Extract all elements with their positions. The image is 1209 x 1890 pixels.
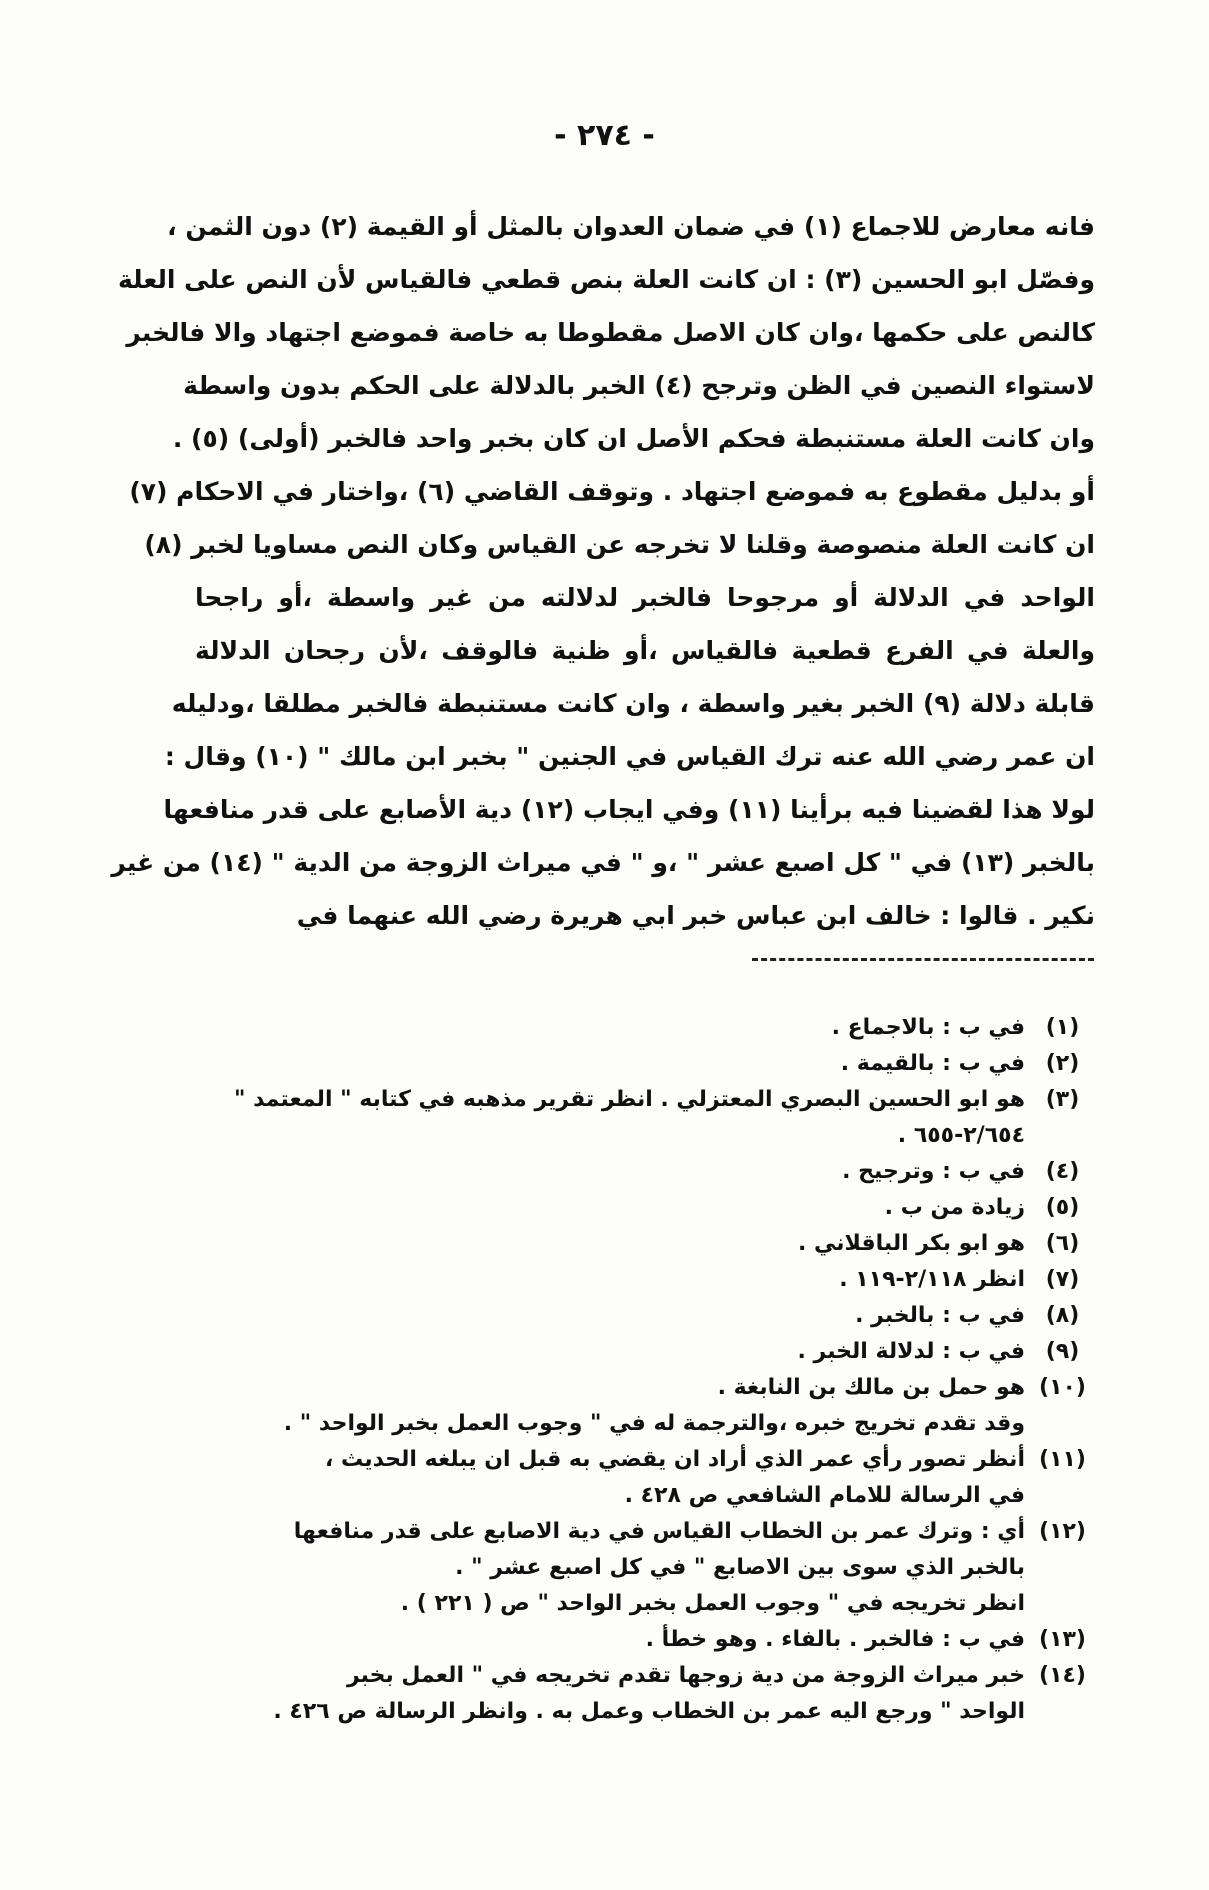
- footnote-line: الواحد " ورجع اليه عمر بن الخطاب وعمل به . وانظر الرسالة ص ٤٢٦ .: [273, 1699, 1025, 1724]
- body-line: فانه معارض للاجماع (١) في ضمان العدوان بالمثل أو القيمة (٢) دون الثمن ،: [167, 212, 1095, 241]
- footnote-text: [180, 1190, 1025, 1226]
- footnote: [180, 1298, 1100, 1334]
- footnote-line: في ب : وترجيح .: [842, 1159, 1025, 1184]
- footnote: [180, 1658, 1100, 1730]
- body-line: ان كانت العلة منصوصة وقلنا لا تخرجه عن القياس وكان النص مساويا لخبر (٨): [144, 530, 1095, 559]
- footnote: [180, 1082, 1100, 1154]
- footnote-text: [180, 1334, 1025, 1370]
- footnote-text: [180, 1514, 1025, 1622]
- footnote-number: (٣): [1045, 1087, 1080, 1112]
- footnote: [180, 1262, 1100, 1298]
- footnote: [180, 1442, 1100, 1514]
- body-line: وان كانت العلة مستنبطة فحكم الأصل ان كان بخبر واحد فالخبر (أولى) (٥) .: [172, 424, 1095, 453]
- body-line: كالنص على حكمها ،وان كان الاصل مقطوطا به خاصة فموضع اجتهاد والا فالخبر: [126, 318, 1095, 347]
- footnote-number: (١٢): [1039, 1519, 1086, 1544]
- footnote-line: في الرسالة للامام الشافعي ص ٤٢٨ .: [624, 1483, 1025, 1508]
- footnote-line: بالخبر الذي سوى بين الاصابع " في كل اصبع عشر " .: [455, 1555, 1025, 1580]
- footnote: [180, 1046, 1100, 1082]
- footnote-line: أي : وترك عمر بن الخطاب القياس في دية الاصابع على قدر منافعها: [293, 1519, 1025, 1544]
- footnote-number: (٨): [1045, 1303, 1080, 1328]
- body-line: ان عمر رضي الله عنه ترك القياس في الجنين " بخبر ابن مالك " (١٠) وقال :: [164, 742, 1095, 771]
- footnote-text: [180, 1082, 1025, 1154]
- footnote-text: [180, 1262, 1025, 1298]
- footnote-text: [180, 1622, 1025, 1658]
- body-line: لولا هذا لقضينا فيه برأينا (١١) وفي ايجاب (١٢) دية الأصابع على قدر منافعها: [163, 795, 1095, 824]
- footnote: [180, 1334, 1100, 1370]
- footnote-line: في ب : لدلالة الخبر .: [797, 1339, 1025, 1364]
- body-line: نكير . قالوا : خالف ابن عباس خبر ابي هريرة رضي الله عنهما في: [296, 901, 1095, 930]
- footnote-line: خبر ميراث الزوجة من دية زوجها تقدم تخريجه في " العمل بخبر: [346, 1663, 1025, 1688]
- footnote-number: (٥): [1045, 1195, 1080, 1220]
- footnote-number: (٧): [1045, 1267, 1080, 1292]
- footnote-line: هو ابو بكر الباقلاني .: [797, 1231, 1025, 1256]
- footnote-number: (١): [1045, 1015, 1080, 1040]
- footnote-line: في ب : فالخبر . بالفاء . وهو خطأ .: [645, 1627, 1025, 1652]
- footnote: [180, 1010, 1100, 1046]
- footnote: [180, 1622, 1100, 1658]
- page-number: - ٢٧٤ -: [554, 118, 655, 153]
- footnote-number: (٩): [1045, 1339, 1080, 1364]
- footnote-line: هو حمل بن مالك بن النابغة .: [717, 1375, 1025, 1400]
- footnote-number: (١٣): [1039, 1627, 1086, 1652]
- footnote-number: (١١): [1039, 1447, 1086, 1472]
- body-line: الواحد في الدلالة أو مرجوحا فالخبر لدلالته من غير واسطة ،أو راجحا: [195, 583, 1095, 612]
- footnote-text: [180, 1046, 1025, 1082]
- footnote-line: وقد تقدم تخريج خبره ،والترجمة له في " وجوب العمل بخبر الواحد " .: [283, 1411, 1025, 1436]
- body-line: أو بدليل مقطوع به فموضع اجتهاد . وتوقف القاضي (٦) ،واختار في الاحكام (٧): [129, 477, 1095, 506]
- footnote: [180, 1190, 1100, 1226]
- footnotes: [180, 1010, 1100, 1730]
- footnote: [180, 1370, 1100, 1442]
- body-line: لاستواء النصين في الظن وترجح (٤) الخبر بالدلالة على الحكم بدون واسطة: [183, 371, 1095, 400]
- footnote-text: [180, 1154, 1025, 1190]
- footnote-line: هو ابو الحسين البصري المعتزلي . انظر تقرير مذهبه في كتابه " المعتمد ": [233, 1087, 1025, 1112]
- footnote-number: (٤): [1045, 1159, 1080, 1184]
- footnote-separator: [752, 958, 1094, 961]
- footnote-line: ٢/٦٥٤-٦٥٥ .: [897, 1123, 1025, 1148]
- body-line: بالخبر (١٣) في " كل اصبع عشر " ،و " في ميراث الزوجة من الدية " (١٤) من غير: [111, 848, 1095, 877]
- footnote-line: زيادة من ب .: [884, 1195, 1025, 1220]
- footnote-number: (٢): [1045, 1051, 1080, 1076]
- footnote-text: [180, 1370, 1025, 1442]
- footnote-text: [180, 1010, 1025, 1046]
- body-line: وفصّل ابو الحسين (٣) : ان كانت العلة بنص قطعي فالقياس لأن النص على العلة: [118, 265, 1095, 294]
- footnote-line: في ب : بالخبر .: [855, 1303, 1025, 1328]
- footnote-line: انظر تخريجه في " وجوب العمل بخبر الواحد " ص ( ٢٢١ ) .: [400, 1591, 1025, 1616]
- footnote-number: (٦): [1045, 1231, 1080, 1256]
- footnote-line: في ب : بالاجماع .: [831, 1015, 1025, 1040]
- footnote-line: أنظر تصور رأي عمر الذي أراد ان يقضي به قبل ان يبلغه الحديث ،: [325, 1447, 1025, 1472]
- footnote-line: انظر ٢/١١٨-١١٩ .: [839, 1267, 1025, 1292]
- footnote-text: [180, 1226, 1025, 1262]
- footnote-number: (١٠): [1039, 1375, 1086, 1400]
- footnote: [180, 1514, 1100, 1622]
- footnote-line: في ب : بالقيمة .: [840, 1051, 1025, 1076]
- footnote: [180, 1154, 1100, 1190]
- footnote-text: [180, 1442, 1025, 1514]
- footnote: [180, 1226, 1100, 1262]
- body-line: والعلة في الفرع قطعية فالقياس ،أو ظنية فالوقف ،لأن رجحان الدلالة: [195, 636, 1095, 665]
- footnote-text: [180, 1298, 1025, 1334]
- footnote-number: (١٤): [1039, 1663, 1086, 1688]
- footnote-text: [180, 1658, 1025, 1730]
- body-line: قابلة دلالة (٩) الخبر بغير واسطة ، وان كانت مستنبطة فالخبر مطلقا ،ودليله: [171, 689, 1095, 718]
- main-text: [111, 200, 1095, 942]
